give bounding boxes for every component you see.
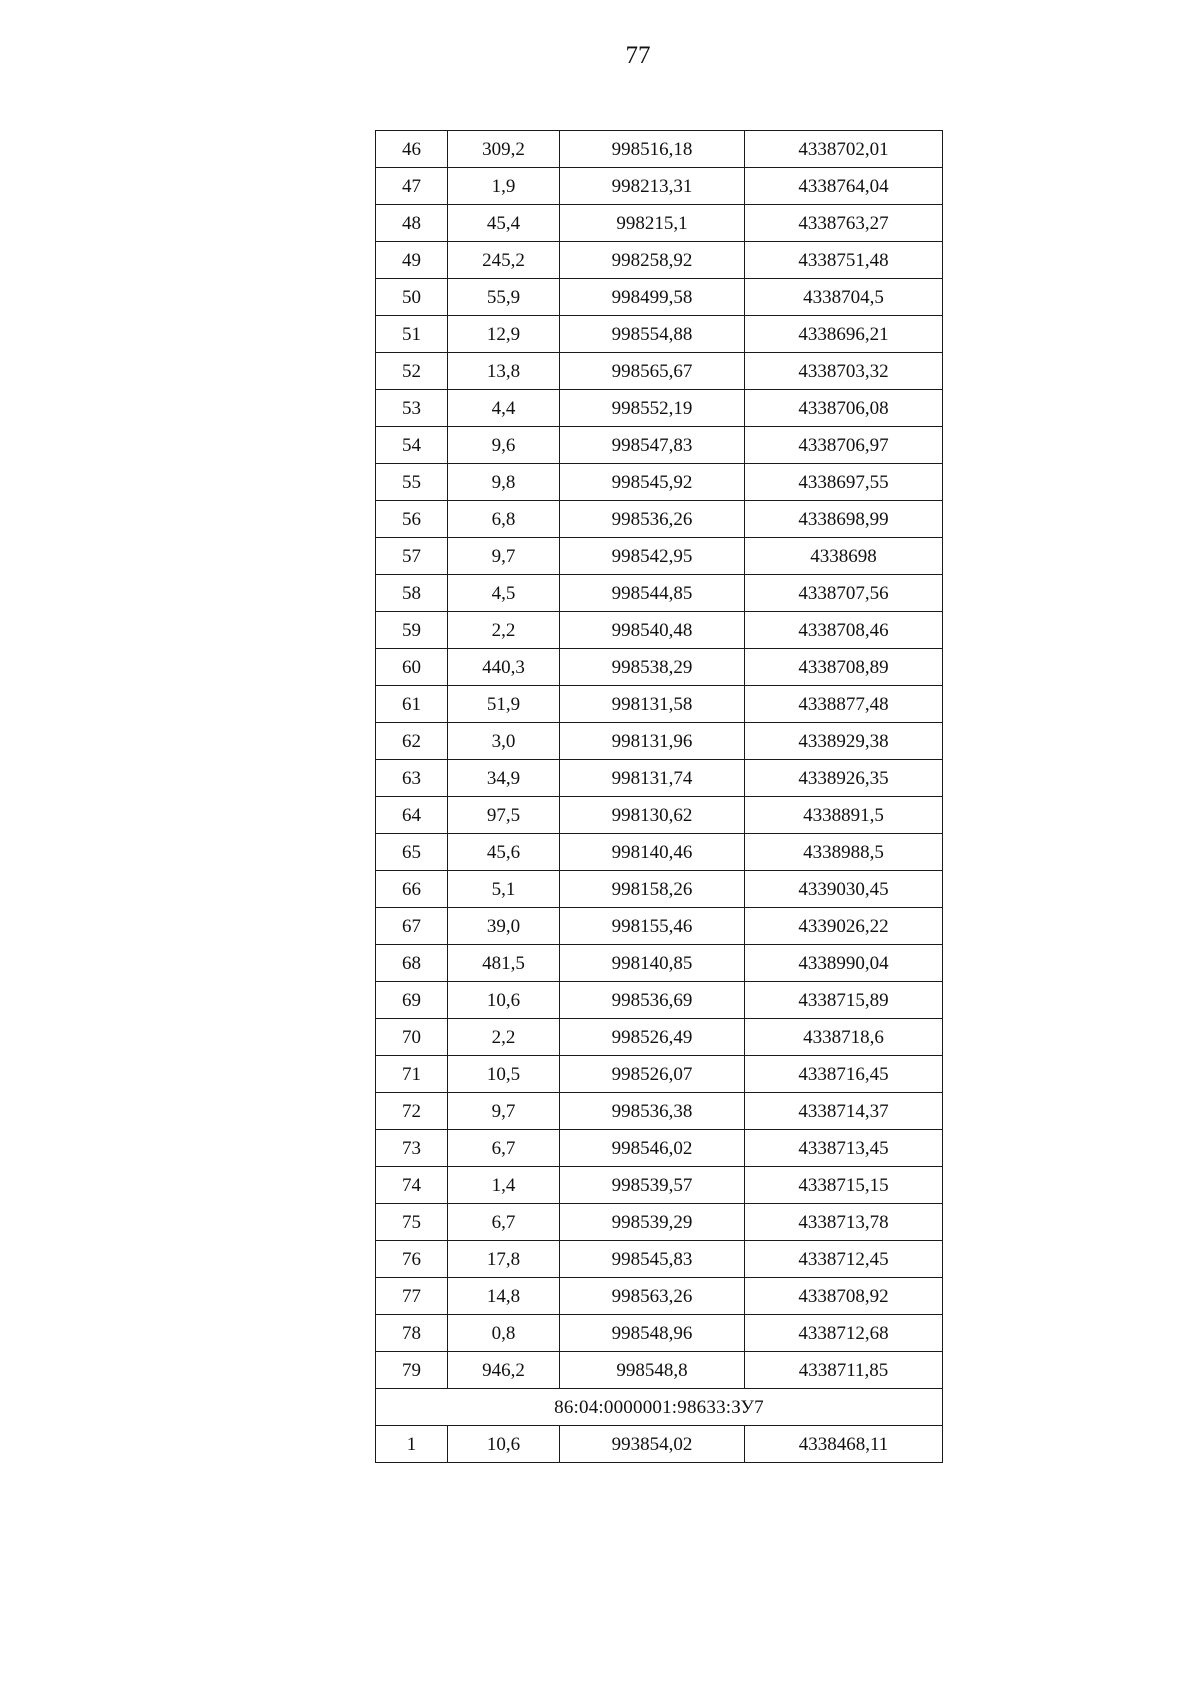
length-cell: 14,8: [448, 1278, 560, 1315]
y-coordinate-cell: 4338702,01: [745, 131, 943, 168]
table-row: [376, 1056, 943, 1093]
y-coordinate-cell: 4338712,45: [745, 1241, 943, 1278]
x-coordinate-cell: 998536,38: [560, 1093, 745, 1130]
point-number-cell: 77: [376, 1278, 448, 1315]
y-coordinate-cell: 4338706,08: [745, 390, 943, 427]
point-number-cell: 79: [376, 1352, 448, 1389]
y-coordinate-cell: 4338715,15: [745, 1167, 943, 1204]
y-coordinate-cell: 4339030,45: [745, 871, 943, 908]
x-coordinate-cell: 998548,8: [560, 1352, 745, 1389]
length-cell: 12,9: [448, 316, 560, 353]
x-coordinate-cell: 998131,96: [560, 723, 745, 760]
x-coordinate-cell: 998536,26: [560, 501, 745, 538]
length-cell: 10,5: [448, 1056, 560, 1093]
point-number-cell: 52: [376, 353, 448, 390]
table-row: [376, 945, 943, 982]
table-row: [376, 538, 943, 575]
length-cell: 2,2: [448, 612, 560, 649]
table-row: [376, 1093, 943, 1130]
y-coordinate-cell: 4338696,21: [745, 316, 943, 353]
x-coordinate-cell: 998140,46: [560, 834, 745, 871]
length-cell: 9,7: [448, 538, 560, 575]
y-coordinate-cell: 4338990,04: [745, 945, 943, 982]
x-coordinate-cell: 998539,57: [560, 1167, 745, 1204]
table-row: [376, 1204, 943, 1241]
x-coordinate-cell: 998130,62: [560, 797, 745, 834]
point-number-cell: 70: [376, 1019, 448, 1056]
table-row: [376, 1315, 943, 1352]
table-row: [376, 1130, 943, 1167]
point-number-cell: 75: [376, 1204, 448, 1241]
y-coordinate-cell: 4338704,5: [745, 279, 943, 316]
point-number-cell: 1: [376, 1426, 448, 1463]
length-cell: 946,2: [448, 1352, 560, 1389]
point-number-cell: 49: [376, 242, 448, 279]
x-coordinate-cell: 998554,88: [560, 316, 745, 353]
length-cell: 2,2: [448, 1019, 560, 1056]
length-cell: 45,4: [448, 205, 560, 242]
length-cell: 6,7: [448, 1130, 560, 1167]
y-coordinate-cell: 4338708,46: [745, 612, 943, 649]
length-cell: 4,5: [448, 575, 560, 612]
y-coordinate-cell: 4338877,48: [745, 686, 943, 723]
point-number-cell: 51: [376, 316, 448, 353]
table-row: [376, 834, 943, 871]
point-number-cell: 66: [376, 871, 448, 908]
table-row: [376, 279, 943, 316]
table-row: [376, 316, 943, 353]
y-coordinate-cell: 4338926,35: [745, 760, 943, 797]
x-coordinate-cell: 998540,48: [560, 612, 745, 649]
table-row: [376, 1019, 943, 1056]
point-number-cell: 57: [376, 538, 448, 575]
x-coordinate-cell: 998552,19: [560, 390, 745, 427]
point-number-cell: 48: [376, 205, 448, 242]
point-number-cell: 69: [376, 982, 448, 1019]
point-number-cell: 63: [376, 760, 448, 797]
point-number-cell: 60: [376, 649, 448, 686]
table-row: [376, 168, 943, 205]
length-cell: 45,6: [448, 834, 560, 871]
y-coordinate-cell: 4338763,27: [745, 205, 943, 242]
x-coordinate-cell: 998526,49: [560, 1019, 745, 1056]
table-row: [376, 1241, 943, 1278]
length-cell: 3,0: [448, 723, 560, 760]
length-cell: 55,9: [448, 279, 560, 316]
y-coordinate-cell: 4338718,6: [745, 1019, 943, 1056]
y-coordinate-cell: 4338716,45: [745, 1056, 943, 1093]
y-coordinate-cell: 4338751,48: [745, 242, 943, 279]
length-cell: 245,2: [448, 242, 560, 279]
y-coordinate-cell: 4338698: [745, 538, 943, 575]
section-header-row: [376, 1389, 943, 1426]
length-cell: 17,8: [448, 1241, 560, 1278]
point-number-cell: 53: [376, 390, 448, 427]
x-coordinate-cell: 998536,69: [560, 982, 745, 1019]
coordinates-table: [375, 130, 943, 1463]
x-coordinate-cell: 998538,29: [560, 649, 745, 686]
y-coordinate-cell: 4338703,32: [745, 353, 943, 390]
table-row: [376, 1352, 943, 1389]
point-number-cell: 64: [376, 797, 448, 834]
y-coordinate-cell: 4338468,11: [745, 1426, 943, 1463]
x-coordinate-cell: 998516,18: [560, 131, 745, 168]
x-coordinate-cell: 998546,02: [560, 1130, 745, 1167]
y-coordinate-cell: 4338707,56: [745, 575, 943, 612]
y-coordinate-cell: 4338712,68: [745, 1315, 943, 1352]
table-row: [376, 797, 943, 834]
length-cell: 51,9: [448, 686, 560, 723]
table-row: [376, 575, 943, 612]
x-coordinate-cell: 998544,85: [560, 575, 745, 612]
length-cell: 9,7: [448, 1093, 560, 1130]
x-coordinate-cell: 998258,92: [560, 242, 745, 279]
x-coordinate-cell: 998542,95: [560, 538, 745, 575]
table-row: [376, 1167, 943, 1204]
point-number-cell: 62: [376, 723, 448, 760]
point-number-cell: 67: [376, 908, 448, 945]
length-cell: 9,6: [448, 427, 560, 464]
x-coordinate-cell: 998213,31: [560, 168, 745, 205]
y-coordinate-cell: 4338713,45: [745, 1130, 943, 1167]
point-number-cell: 56: [376, 501, 448, 538]
x-coordinate-cell: 998131,74: [560, 760, 745, 797]
point-number-cell: 50: [376, 279, 448, 316]
length-cell: 309,2: [448, 131, 560, 168]
y-coordinate-cell: 4338764,04: [745, 168, 943, 205]
y-coordinate-cell: 4338711,85: [745, 1352, 943, 1389]
y-coordinate-cell: 4338715,89: [745, 982, 943, 1019]
x-coordinate-cell: 993854,02: [560, 1426, 745, 1463]
table-row: [376, 871, 943, 908]
length-cell: 1,9: [448, 168, 560, 205]
table-row: [376, 242, 943, 279]
table-row: [376, 1278, 943, 1315]
coordinates-table-body: [376, 131, 943, 1463]
point-number-cell: 61: [376, 686, 448, 723]
point-number-cell: 73: [376, 1130, 448, 1167]
x-coordinate-cell: 998131,58: [560, 686, 745, 723]
x-coordinate-cell: 998539,29: [560, 1204, 745, 1241]
length-cell: 0,8: [448, 1315, 560, 1352]
x-coordinate-cell: 998526,07: [560, 1056, 745, 1093]
table-row: [376, 1426, 943, 1463]
length-cell: 440,3: [448, 649, 560, 686]
length-cell: 13,8: [448, 353, 560, 390]
point-number-cell: 68: [376, 945, 448, 982]
point-number-cell: 47: [376, 168, 448, 205]
table-row: [376, 982, 943, 1019]
table-row: [376, 760, 943, 797]
length-cell: 10,6: [448, 1426, 560, 1463]
x-coordinate-cell: 998565,67: [560, 353, 745, 390]
x-coordinate-cell: 998155,46: [560, 908, 745, 945]
y-coordinate-cell: 4338714,37: [745, 1093, 943, 1130]
table-row: [376, 723, 943, 760]
x-coordinate-cell: 998545,83: [560, 1241, 745, 1278]
y-coordinate-cell: 4338706,97: [745, 427, 943, 464]
point-number-cell: 71: [376, 1056, 448, 1093]
point-number-cell: 55: [376, 464, 448, 501]
length-cell: 9,8: [448, 464, 560, 501]
length-cell: 10,6: [448, 982, 560, 1019]
y-coordinate-cell: 4339026,22: [745, 908, 943, 945]
table-row: [376, 131, 943, 168]
length-cell: 6,7: [448, 1204, 560, 1241]
table-row: [376, 612, 943, 649]
length-cell: 481,5: [448, 945, 560, 982]
y-coordinate-cell: 4338891,5: [745, 797, 943, 834]
cadastral-number-label: 86:04:0000001:98633:ЗУ7: [376, 1389, 943, 1426]
length-cell: 34,9: [448, 760, 560, 797]
table-row: [376, 649, 943, 686]
length-cell: 4,4: [448, 390, 560, 427]
x-coordinate-cell: 998215,1: [560, 205, 745, 242]
y-coordinate-cell: 4338697,55: [745, 464, 943, 501]
length-cell: 5,1: [448, 871, 560, 908]
length-cell: 6,8: [448, 501, 560, 538]
y-coordinate-cell: 4338929,38: [745, 723, 943, 760]
point-number-cell: 76: [376, 1241, 448, 1278]
x-coordinate-cell: 998548,96: [560, 1315, 745, 1352]
y-coordinate-cell: 4338988,5: [745, 834, 943, 871]
y-coordinate-cell: 4338708,89: [745, 649, 943, 686]
point-number-cell: 72: [376, 1093, 448, 1130]
table-row: [376, 686, 943, 723]
y-coordinate-cell: 4338713,78: [745, 1204, 943, 1241]
x-coordinate-cell: 998547,83: [560, 427, 745, 464]
x-coordinate-cell: 998545,92: [560, 464, 745, 501]
table-row: [376, 427, 943, 464]
point-number-cell: 54: [376, 427, 448, 464]
table-row: [376, 464, 943, 501]
table-row: [376, 908, 943, 945]
y-coordinate-cell: 4338708,92: [745, 1278, 943, 1315]
point-number-cell: 65: [376, 834, 448, 871]
point-number-cell: 58: [376, 575, 448, 612]
page-number: 77: [625, 42, 651, 69]
x-coordinate-cell: 998563,26: [560, 1278, 745, 1315]
point-number-cell: 46: [376, 131, 448, 168]
length-cell: 39,0: [448, 908, 560, 945]
table-row: [376, 390, 943, 427]
point-number-cell: 78: [376, 1315, 448, 1352]
x-coordinate-cell: 998499,58: [560, 279, 745, 316]
x-coordinate-cell: 998140,85: [560, 945, 745, 982]
y-coordinate-cell: 4338698,99: [745, 501, 943, 538]
table-row: [376, 205, 943, 242]
length-cell: 97,5: [448, 797, 560, 834]
length-cell: 1,4: [448, 1167, 560, 1204]
table-row: [376, 353, 943, 390]
table-row: [376, 501, 943, 538]
point-number-cell: 74: [376, 1167, 448, 1204]
point-number-cell: 59: [376, 612, 448, 649]
x-coordinate-cell: 998158,26: [560, 871, 745, 908]
